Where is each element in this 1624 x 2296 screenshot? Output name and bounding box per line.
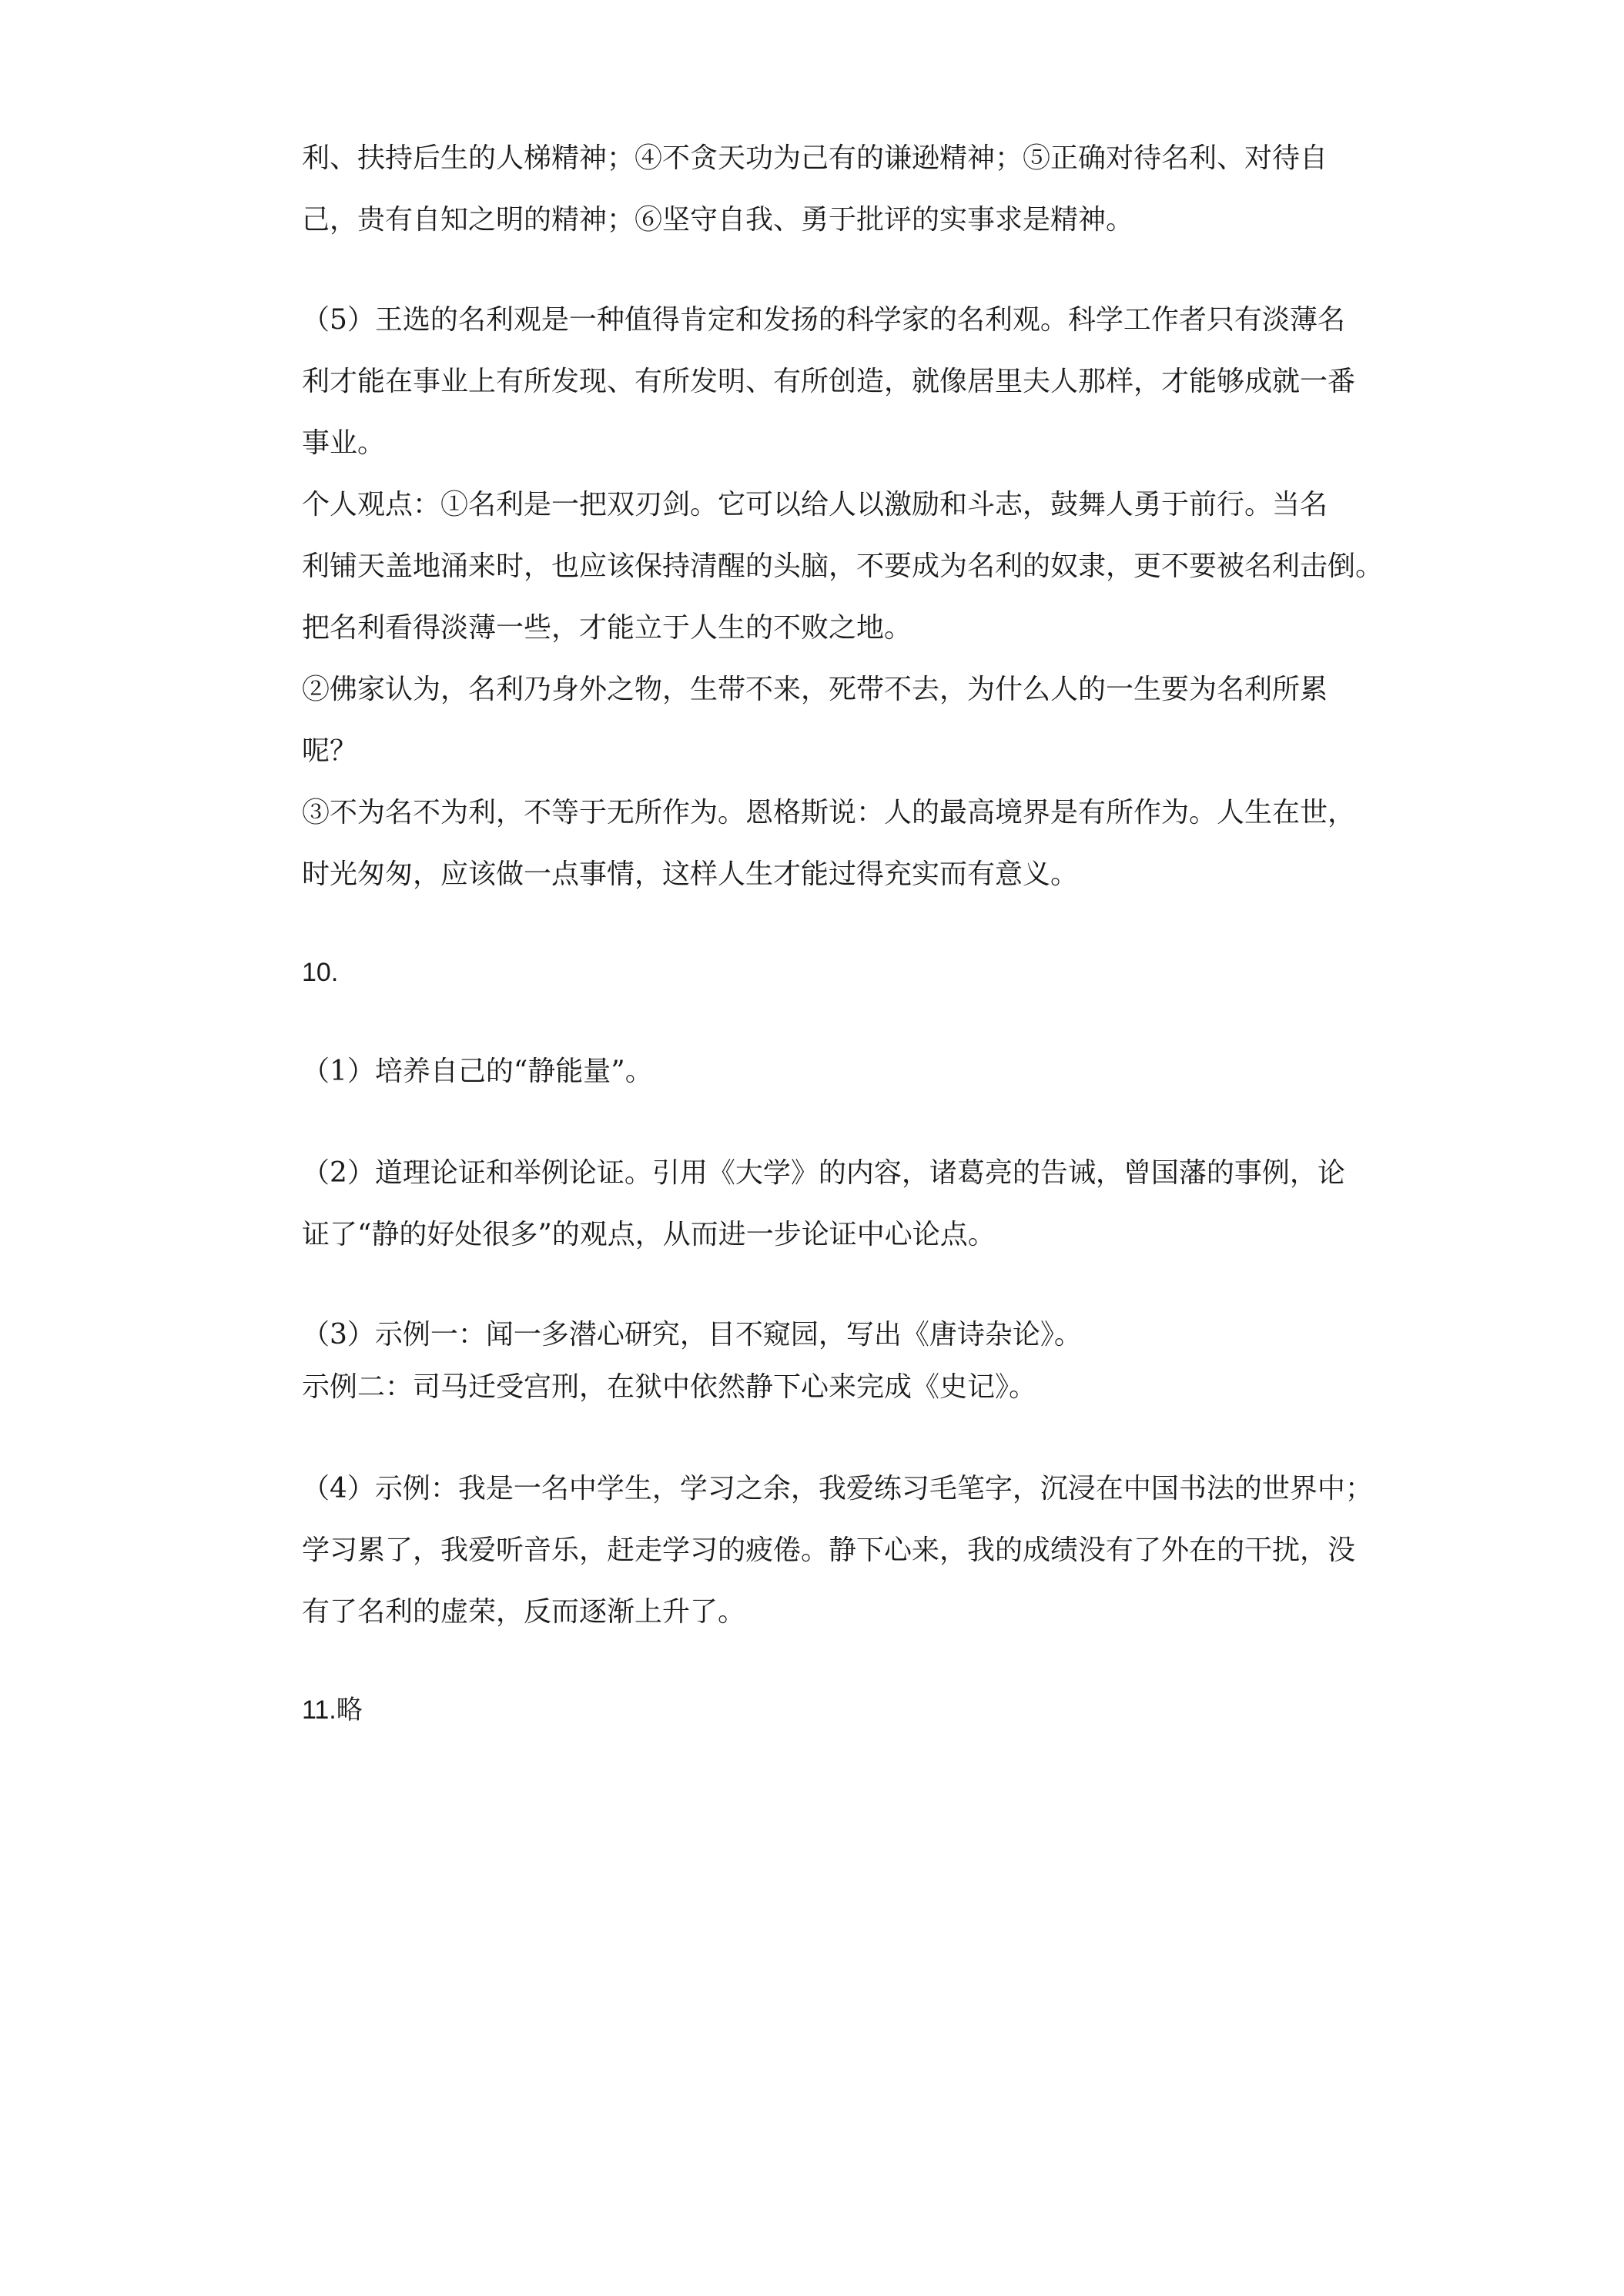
text-line: 学习累了，我爱听音乐，赶走学习的疲倦。静下心来，我的成绩没有了外在的干扰，没 [302,1535,1356,1566]
text-line: 呢？ [302,735,358,767]
text-line: 时光匆匆，应该做一点事情，这样人生才能过得充实而有意义。 [302,858,1079,890]
text-line: （5）王选的名利观是一种值得肯定和发扬的科学家的名利观。科学工作者只有淡薄名 [302,304,1345,336]
text-line: 证了“静的好处很多”的观点，从而进一步论证中心论点。 [302,1219,996,1250]
question-number-10: 10. [302,958,339,987]
text-line: 利才能在事业上有所发现、有所发明、有所创造，就像居里夫人那样，才能够成就一番 [302,366,1356,397]
text-line: 个人观点：①名利是一把双刃剑。它可以给人以激励和斗志，鼓舞人勇于前行。当名 [302,489,1328,520]
text-line: 把名利看得淡薄一些，才能立于人生的不败之地。 [302,612,912,644]
q10-part1: （1）培养自己的“静能量”。 [302,1056,653,1087]
text-line: （2）道理论证和举例论证。引用《大学》的内容，诸葛亮的告诫，曾国藩的事例，论 [302,1157,1345,1189]
text-line: 利、扶持后生的人梯精神；④不贪天功为己有的谦逊精神；⑤正确对待名利、对待自 [302,142,1328,174]
text-line: 示例二：司马迁受宫刑，在狱中依然静下心来完成《史记》。 [302,1371,1037,1403]
text-line: 利铺天盖地涌来时，也应该保持清醒的头脑，不要成为名利的奴隶，更不要被名利击倒。 [302,551,1384,582]
text-line: （4）示例：我是一名中学生，学习之余，我爱练习毛笔字，沉浸在中国书法的世界中； [302,1473,1373,1504]
text-line: ③不为名不为利，不等于无所作为。恩格斯说：人的最高境界是有所作为。人生在世， [302,797,1356,828]
text-line: ②佛家认为，名利乃身外之物，生带不来，死带不去，为什么人的一生要为名利所累 [302,674,1328,705]
question-11: 11.略 [302,1695,363,1725]
text-line: 有了名利的虚荣，反而逐渐上升了。 [302,1596,746,1628]
text-line: 事业。 [302,427,386,459]
text-line: （3）示例一：闻一多潜心研究，目不窥园，写出《唐诗杂论》。 [302,1319,1082,1350]
text-line: 己，贵有自知之明的精神；⑥坚守自我、勇于批评的实事求是精神。 [302,204,1134,236]
